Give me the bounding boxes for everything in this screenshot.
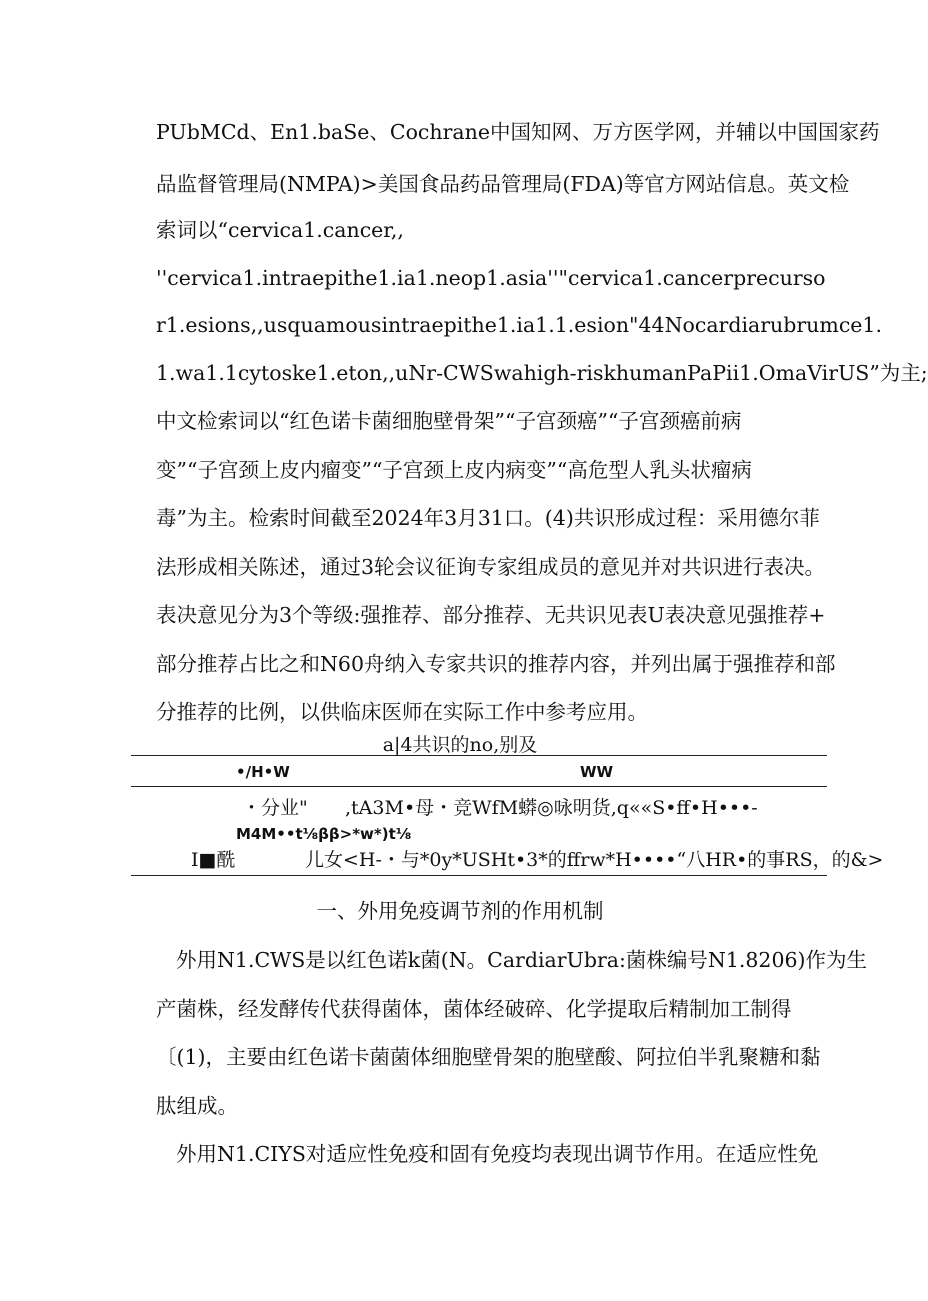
text-line: PUbMCd、En1.baSe、Cochrane中国知网、万方医学网，并辅以中国国家药 (156, 120, 880, 144)
text-line: 〔(1)，主要由红色诺卡菌菌体细胞壁骨架的胞壁酸、阿拉伯半乳聚糖和黏 (156, 1045, 821, 1069)
text-line: 部分推荐占比之和N60舟纳入专家共识的推荐内容，并列出属于强推荐和部 (156, 652, 836, 676)
text-line: 变”“子宫颈上皮内瘤变”“子宫颈上皮内病变”“高危型人乳头状瘤病 (156, 458, 752, 482)
text-line: 表决意见分为3个等级:强推荐、部分推荐、无共识见表U表决意见强推荐+ (156, 603, 826, 627)
table-row-3-text: 儿女<H-・与*0y*USHt•3*的ffrw*H••••“八HR•的事RS，的&> (305, 849, 884, 871)
table-row-1-label: ・分业" (242, 797, 308, 819)
table-row-3-label: I■酰 (191, 849, 236, 871)
text-line: 1.wa1.1cytoske1.eton,,uNr-CWSwahigh-riskhumanPaPii1.OmaVirUS”为主; (156, 361, 928, 385)
text-line: 产菌株，经发酵传代获得菌体，菌体经破碎、化学提取后精制加工制得 (156, 997, 792, 1021)
text-line: 品监督管理局(NMPA)>美国食品药品管理局(FDA)等官方网站信息。英文检 (156, 172, 850, 196)
text-line: 分推荐的比例，以供临床医师在实际工作中参考应用。 (156, 700, 648, 724)
table-top-rule (131, 755, 827, 756)
text-line: r1.esions,,usquamousintraepithe1.ia1.1.esion"44Nocardiarubrumce1. (156, 313, 882, 337)
text-line: 外用N1.CIYS对适应性免疫和固有免疫均表现出调节作用。在适应性免 (176, 1142, 819, 1166)
table-header-rule (131, 786, 827, 787)
table-row-2-text: M4M••t⅛ββ>*w*)t⅛ (236, 825, 412, 843)
table-caption: a|4共识的no,别及 (382, 734, 538, 756)
text-line: 中文检索词以“红色诺卡菌细胞壁骨架”“子宫颈癌”“子宫颈癌前病 (156, 409, 742, 433)
text-line: 索词以“cervica1.cancer,, (156, 218, 404, 242)
text-line: 肽组成。 (156, 1094, 238, 1118)
table-bottom-rule (131, 875, 827, 876)
text-line: 毒”为主。检索时间截至2024年3月31口。(4)共识形成过程：采用德尔菲 (156, 506, 820, 530)
table-header-left: •/H•W (236, 763, 290, 781)
table-header-right: WW (580, 763, 614, 781)
text-line: 法形成相关陈述，通过3轮会议征询专家组成员的意见并对共识进行表决。 (156, 555, 826, 579)
text-line: 外用N1.CWS是以红色诺k菌(N。CardiarUbra:菌株编号N1.8206)作为生 (176, 948, 868, 972)
table-row-1-text: ,tA3M•母・竞WfM蟒◎咏明货,q««S•ff•H•••- (345, 797, 758, 819)
section-heading: 一、外用免疫调节剂的作用机制 (316, 899, 604, 923)
text-line: ''cervica1.intraepithe1.ia1.neop1.asia''"cervica1.cancerprecurso (156, 266, 826, 290)
